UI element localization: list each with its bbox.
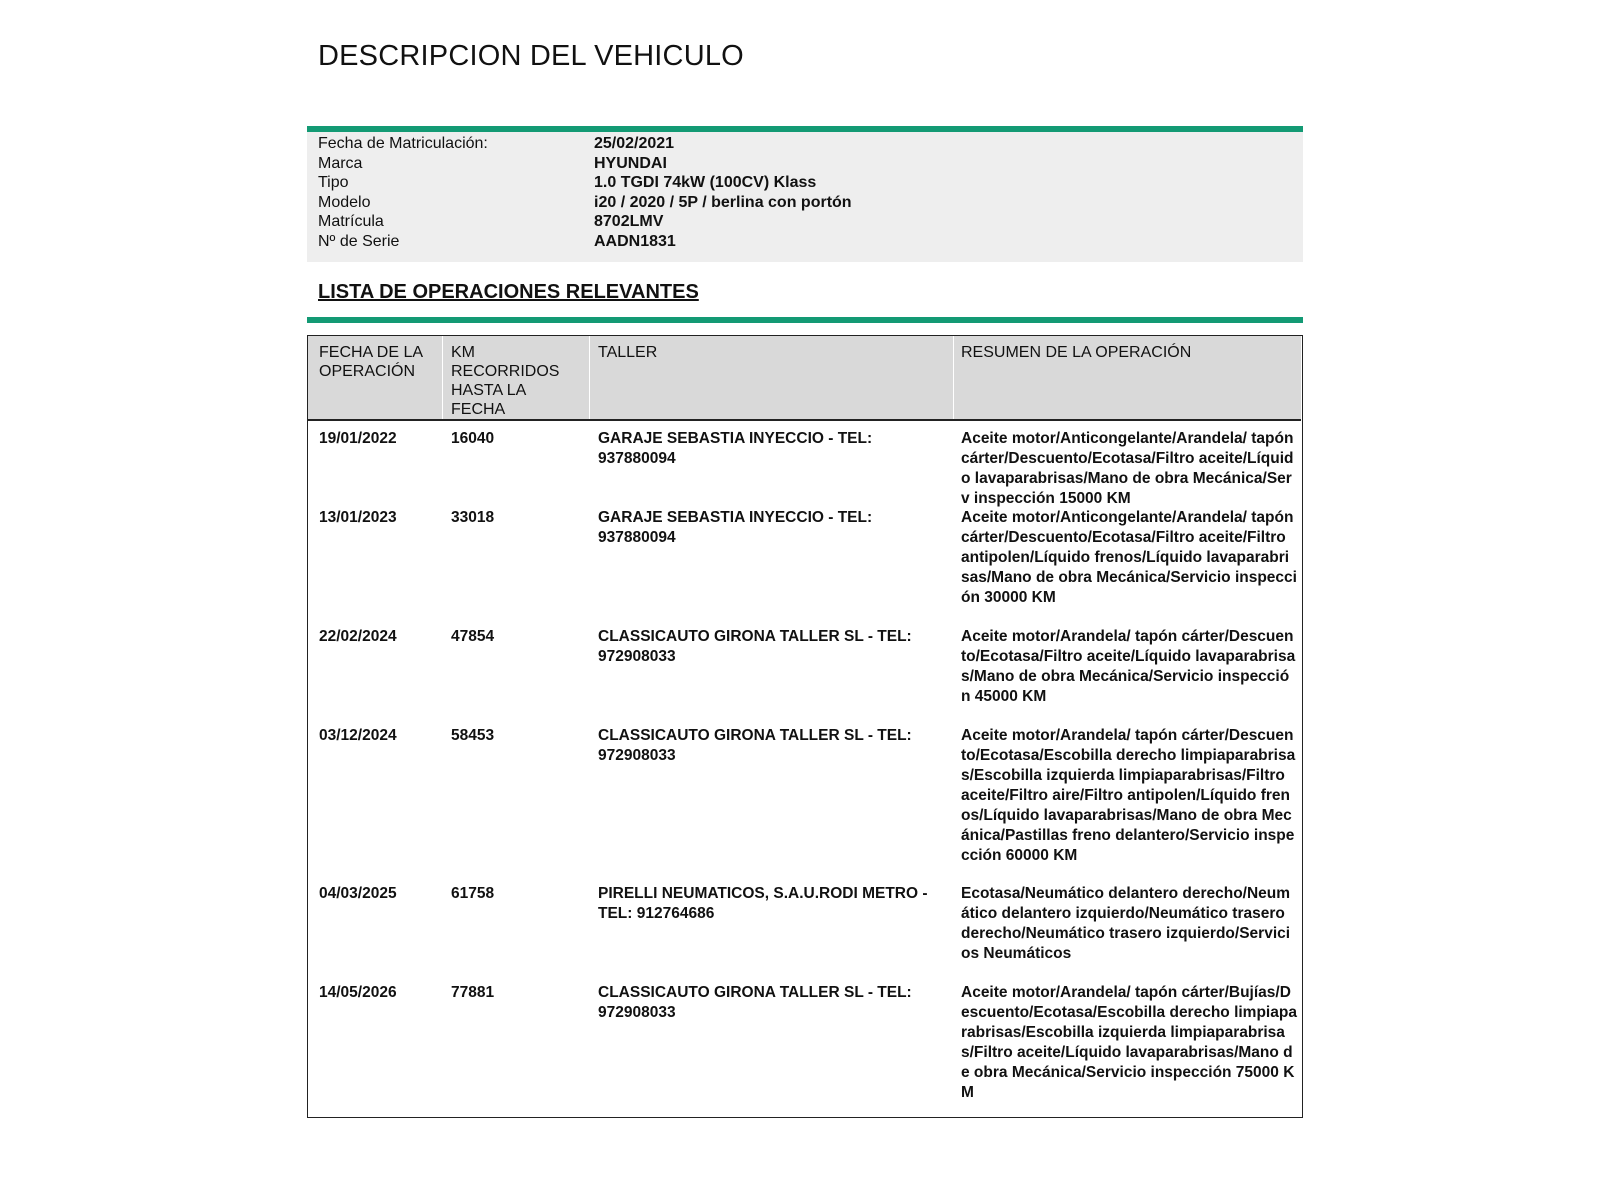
table-header-row xyxy=(308,336,1301,421)
row-km: 58453 xyxy=(451,727,495,744)
header-fecha: FECHA DE LA OPERACIÓN xyxy=(319,344,423,380)
row-km: 47854 xyxy=(451,628,495,645)
page-title: DESCRIPCION DEL VEHICULO xyxy=(318,40,744,72)
plate-value: 8702LMV xyxy=(594,213,664,230)
header-taller: TALLER xyxy=(598,344,658,361)
row-taller: GARAJE SEBASTIA INYECCIO - TEL: 937880094 xyxy=(598,509,873,546)
model-label: Modelo xyxy=(318,194,371,211)
row-resumen: Aceite motor/Arandela/ tapón cárter/Bujías/Descuento/Ecotasa/Escobilla derecho limpiaparabrisas/Escobilla izquierda limpiaparabrisas/Filtro aceite/Líquido lavaparabrisas/Mano de obra Mecánica/Servicio inspección 75000 KM xyxy=(961,984,1297,1101)
header-resumen: RESUMEN DE LA OPERACIÓN xyxy=(961,344,1192,361)
row-km: 33018 xyxy=(451,509,495,526)
plate-label: Matrícula xyxy=(318,213,384,230)
operations-section-title: LISTA DE OPERACIONES RELEVANTES xyxy=(318,281,699,303)
row-resumen: Ecotasa/Neumático delantero derecho/Neumático delantero izquierdo/Neumático trasero derecho/Neumático trasero izquierdo/Servicios Neumáticos xyxy=(961,885,1291,962)
serial-value: AADN1831 xyxy=(594,233,676,250)
row-taller: CLASSICAUTO GIRONA TALLER SL - TEL: 972908033 xyxy=(598,727,912,764)
type-label: Tipo xyxy=(318,174,349,191)
row-km: 16040 xyxy=(451,430,495,447)
brand-label: Marca xyxy=(318,155,363,172)
vehicle-info-panel xyxy=(307,132,1303,262)
row-fecha: 13/01/2023 xyxy=(319,509,397,526)
brand-value: HYUNDAI xyxy=(594,155,667,172)
row-km: 77881 xyxy=(451,984,495,1001)
row-resumen: Aceite motor/Anticongelante/Arandela/ tapón cárter/Descuento/Ecotasa/Filtro aceite/Líquido lavaparabrisas/Mano de obra Mecánica/Serv inspección 15000 KM xyxy=(961,430,1294,507)
row-resumen: Aceite motor/Arandela/ tapón cárter/Descuento/Ecotasa/Escobilla derecho limpiaparabrisas/Escobilla izquierda limpiaparabrisas/Filtro aceite/Filtro aire/Filtro antipolen/Líquido frenos/Líquido lavaparabrisas/Mano de obra Mecánica/Pastillas freno delantero/Servicio inspección 60000 KM xyxy=(961,727,1296,864)
row-resumen: Aceite motor/Anticongelante/Arandela/ tapón cárter/Descuento/Ecotasa/Filtro aceite/Filtro antipolen/Líquido frenos/Líquido lavaparabrisas/Mano de obra Mecánica/Servicio inspección 30000 KM xyxy=(961,509,1297,606)
row-taller: CLASSICAUTO GIRONA TALLER SL - TEL: 972908033 xyxy=(598,628,912,665)
operations-table xyxy=(307,335,1303,1118)
registration-date-value: 25/02/2021 xyxy=(594,135,675,152)
serial-label: Nº de Serie xyxy=(318,233,400,250)
row-fecha: 03/12/2024 xyxy=(319,727,397,744)
header-km: KM RECORRIDOS HASTA LA FECHA xyxy=(451,344,560,418)
row-taller: CLASSICAUTO GIRONA TALLER SL - TEL: 972908033 xyxy=(598,984,912,1021)
row-fecha: 04/03/2025 xyxy=(319,885,397,902)
row-resumen: Aceite motor/Arandela/ tapón cárter/Descuento/Ecotasa/Filtro aceite/Líquido lavaparabrisas/Mano de obra Mecánica/Servicio inspección 45000 KM xyxy=(961,628,1296,705)
row-taller: PIRELLI NEUMATICOS, S.A.U.RODI METRO - TEL: 912764686 xyxy=(598,885,928,922)
header-separator xyxy=(953,336,954,419)
row-taller: GARAJE SEBASTIA INYECCIO - TEL: 937880094 xyxy=(598,430,873,467)
row-fecha: 22/02/2024 xyxy=(319,628,397,645)
header-separator xyxy=(442,336,443,419)
row-km: 61758 xyxy=(451,885,495,902)
model-value: i20 / 2020 / 5P / berlina con portón xyxy=(594,194,852,211)
row-fecha: 19/01/2022 xyxy=(319,430,397,447)
type-value: 1.0 TGDI 74kW (100CV) Klass xyxy=(594,174,817,191)
row-fecha: 14/05/2026 xyxy=(319,984,397,1001)
registration-date-label: Fecha de Matriculación: xyxy=(318,135,488,152)
header-separator xyxy=(589,336,590,419)
accent-divider-middle xyxy=(307,317,1303,323)
